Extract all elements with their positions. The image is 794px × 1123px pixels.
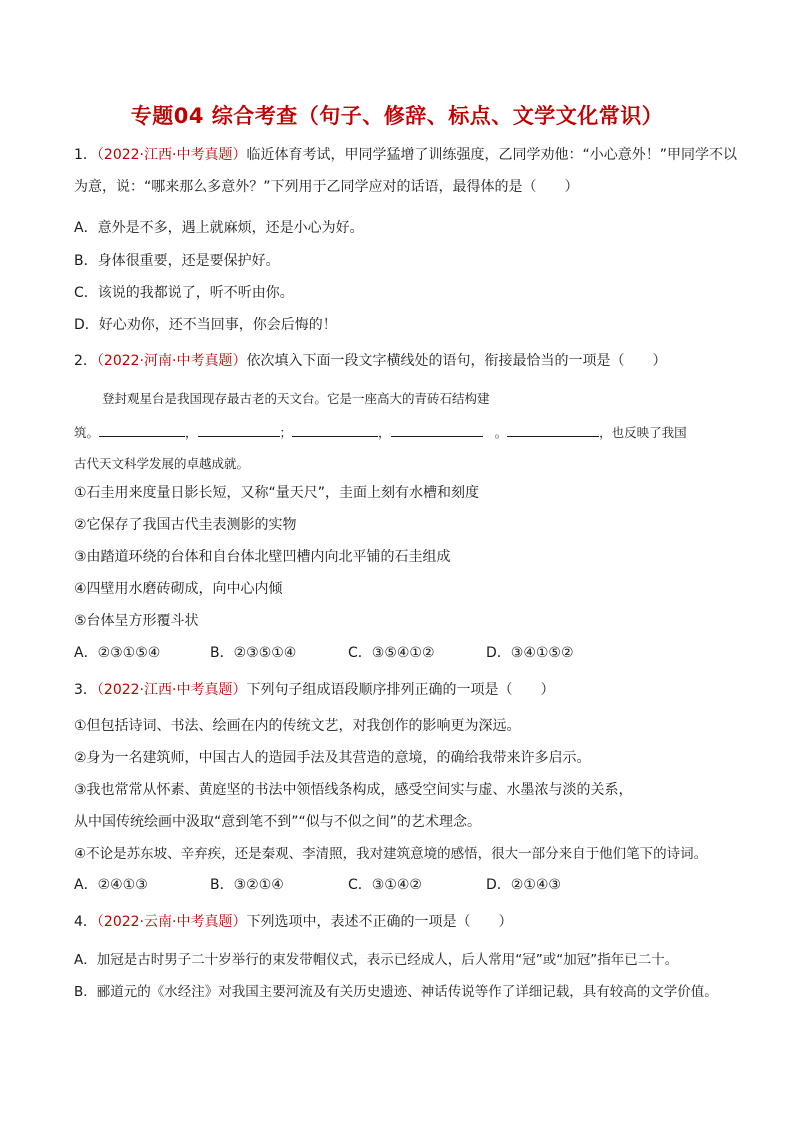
q3-item-4: ④不论是苏东坡、辛弃疾，还是秦观、李清照，我对建筑意境的感悟，很大一部分来自于他们笔下的诗词。 [74,846,708,862]
q2-number: 2． [74,353,97,369]
q1-stem-line2: 为意，说：“哪来那么多意外？”下列用于乙同学应对的话语，最得体的是（ ） [74,179,579,195]
q4-number: 4． [74,914,97,930]
q2-item-1: ①石圭用来度量日影长短，又称“量天尺”，圭面上刻有水槽和刻度 [74,485,480,501]
q3-option-d: D．②①④③ [486,877,561,893]
q4-option-a: A．加冠是古时男子二十岁举行的束发带帽仪式，表示已经成人，后人常用“冠”或“加冠”指年已二十。 [74,952,679,968]
q2-option-c: C．③⑤④①② [348,645,435,661]
q2-option-a: A．②③①⑤④ [74,645,161,661]
q3-option-b: B．③②①④ [210,877,284,893]
q4-source: （2022·云南·中考真题） [96,914,247,930]
q1-stem-text1: 临近体育考试，甲同学猛增了训练强度，乙同学劝他：“小心意外！”甲同学不以 [246,147,737,163]
q3-stem-text: 下列句子组成语段顺序排列正确的一项是（ ） [246,682,555,698]
q2-blank-2 [198,423,280,437]
q1-option-d: D．好心劝你，还不当回事，你会后悔的！ [74,317,337,333]
q3-stem-line [74,681,554,699]
q1-option-c: C．该说的我都说了，听不听由你。 [74,285,294,301]
q2-passage-line1: 登封观星台是我国现存最古老的天文台。它是一座高大的青砖石结构建 [102,391,490,406]
q2-passage-start: 筑。 [74,425,100,440]
q2-sep-1: ， [185,425,198,440]
q2-item-2: ②它保存了我国古代圭表测影的实物 [74,517,297,533]
q2-blank-1 [99,423,185,437]
q1-option-b: B．身体很重要，还是要保护好。 [74,253,280,269]
q2-option-d: D．③④①⑤② [486,645,574,661]
q3-option-a: A．②④①③ [74,877,148,893]
q4-option-b: B．郦道元的《水经注》对我国主要河流及有关历史遗迹、神话传说等作了详细记载，具有较高的文学价值。 [74,984,718,1000]
q2-sep-2: ； [279,425,293,440]
q2-sep-4: 。 [494,425,508,440]
q2-item-4: ④四壁用水磨砖砌成，向中心内倾 [74,581,283,597]
q4-stem-text: 下列选项中，表述不正确的一项是（ ） [246,914,513,930]
q3-item-3: ③我也常常从怀素、黄庭坚的书法中领悟线条构成，感受空间实与虚、水墨浓与淡的关系， [74,782,633,798]
q1-stem-line1 [74,146,737,164]
q3-option-c: C．③①④② [348,877,422,893]
q2-sep-5: ，也反映了我国 [599,425,687,440]
q2-item-5: ⑤台体呈方形覆斗状 [74,613,199,629]
q2-blank-4 [391,423,483,437]
q1-option-a: A．意外是不多，遇上就麻烦，还是小心为好。 [74,220,364,236]
q2-passage-line2 [74,423,687,442]
q2-source: （2022·河南·中考真题） [96,353,247,369]
q3-options [74,876,561,894]
q2-stem-text: 依次填入下面一段文字横线处的语句，衔接最恰当的一项是（ ） [246,353,667,369]
q3-number: 3． [74,682,97,698]
q2-options [74,644,574,662]
page-title: 专题04 综合考查（句子、修辞、标点、文学文化常识） [130,104,664,128]
q4-stem-line [74,913,512,931]
q3-source: （2022·江西·中考真题） [96,682,247,698]
q2-item-3: ③由踏道环绕的台体和自台体北壁凹槽内向北平铺的石圭组成 [74,549,451,565]
q2-stem-line [74,352,666,370]
q2-option-b: B．②③⑤①④ [210,645,297,661]
q1-source: （2022·江西·中考真题） [96,147,247,163]
q3-item-2: ②身为一名建筑师，中国古人的造园手法及其营造的意境，的确给我带来许多启示。 [74,750,591,766]
q3-item-3-cont: 从中国传统绘画中汲取“意到笔不到”“似与不似之间”的艺术理念。 [74,814,482,830]
q2-sep-3: ， [378,425,391,440]
q1-number: 1． [74,147,97,163]
q2-passage-line3: 古代天文科学发展的卓越成就。 [74,456,250,471]
q3-item-1: ①但包括诗词、书法、绘画在内的传统文艺，对我创作的影响更为深远。 [74,718,521,734]
q2-blank-3 [292,423,378,437]
q2-blank-5 [507,423,599,437]
